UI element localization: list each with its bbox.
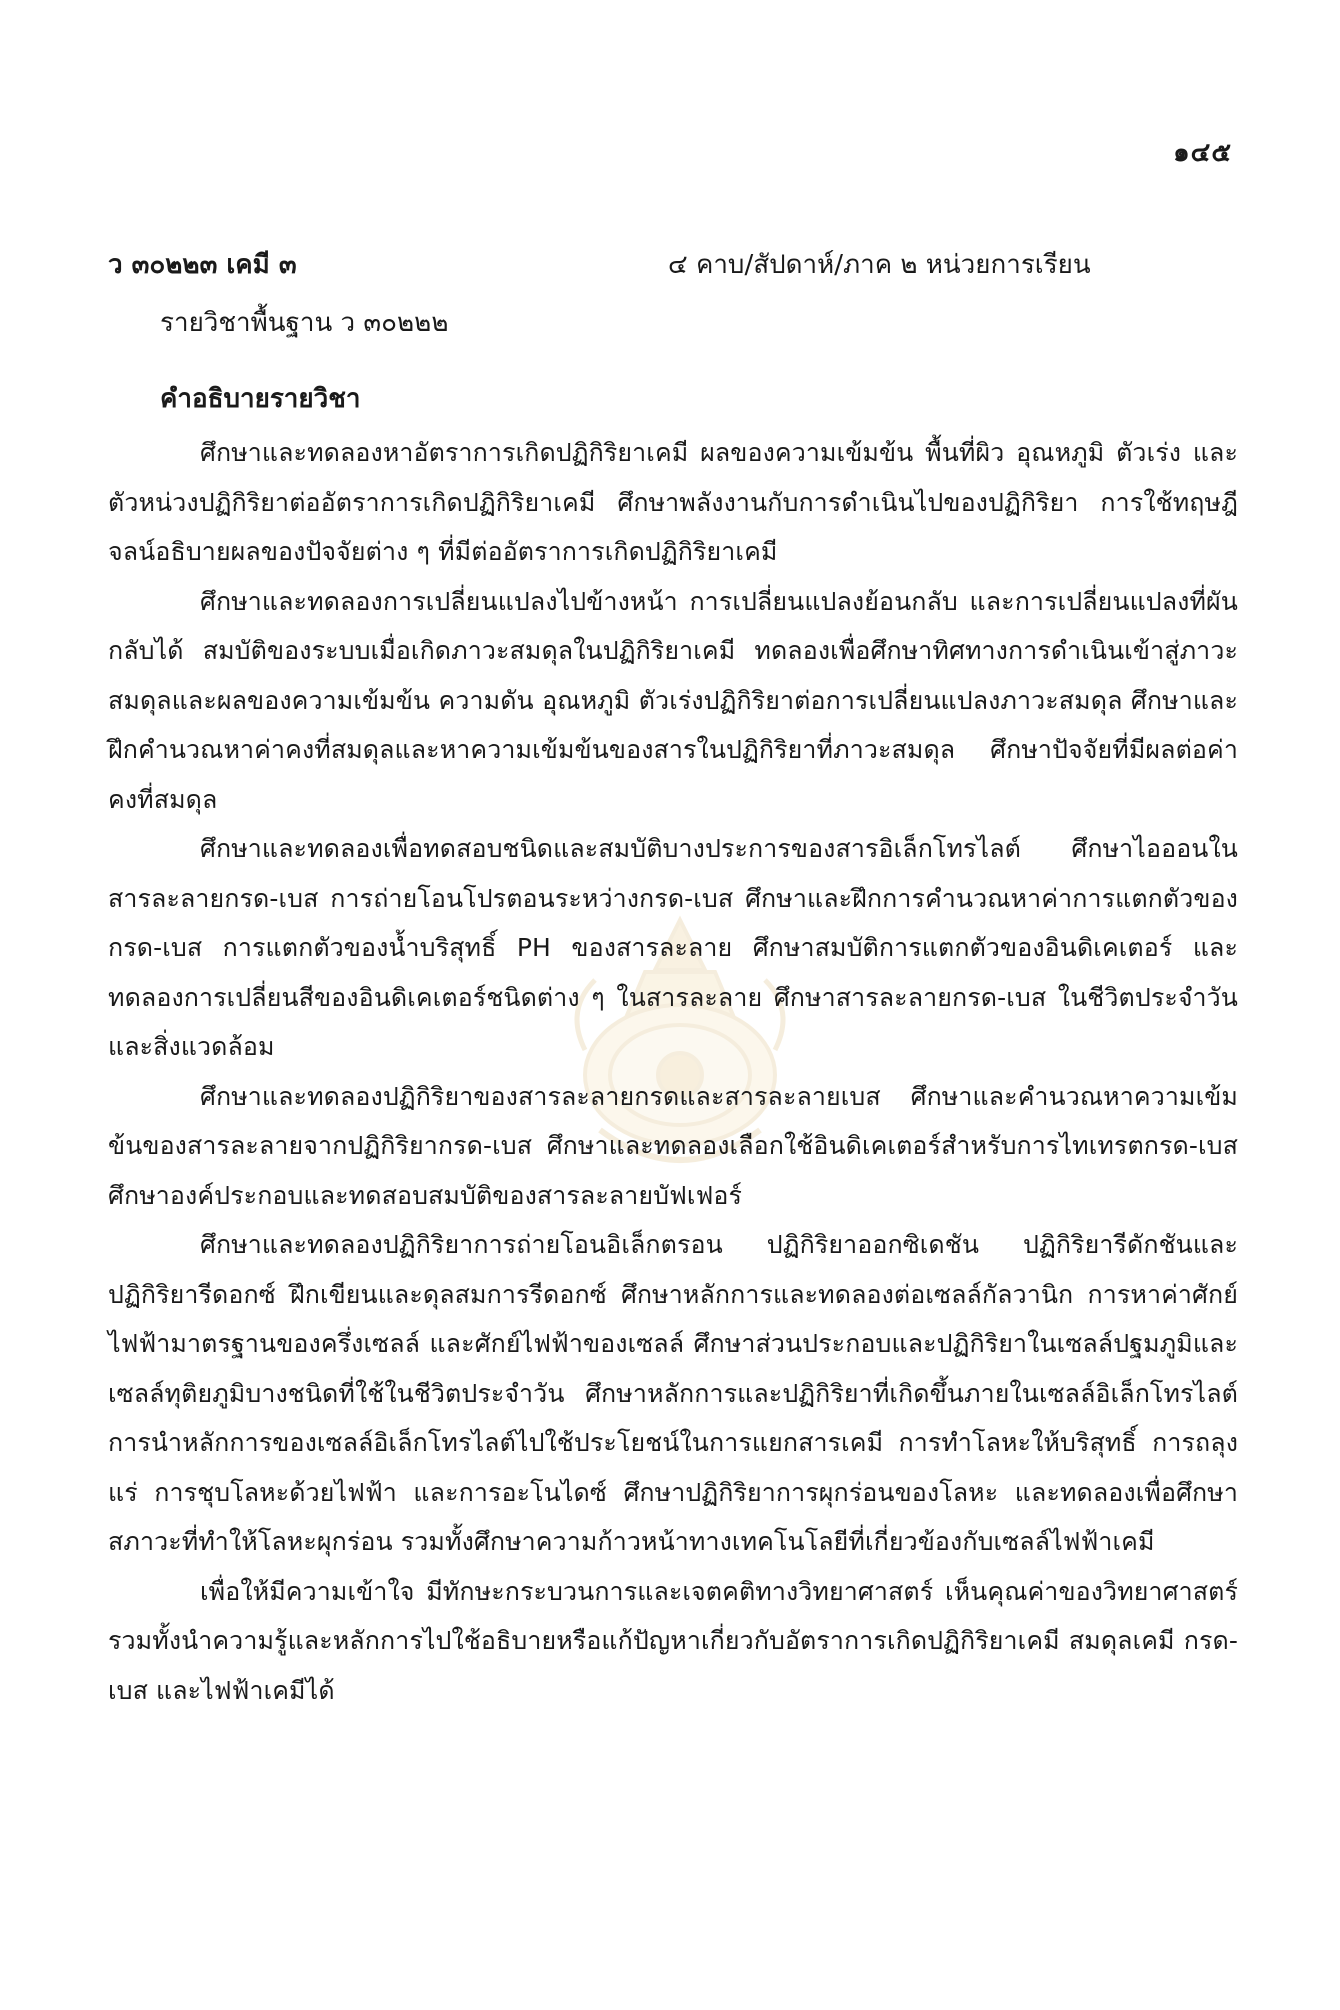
- paragraph-electrochemistry: ศึกษาและทดลองปฏิกิริยาการถ่ายโอนอิเล็กตรอน ปฏิกิริยาออกซิเดชัน ปฏิกิริยารีดักชันและปฏิกิริยารีดอกซ์ ฝึกเขียนและดุลสมการรีดอกซ์ ศึกษาหลักการและทดลองต่อเซลล์กัลวานิก การหาค่าศักย์ไฟฟ้ามาตรฐานของครึ่งเซลล์ และศักย์ไฟฟ้าของเซลล์ ศึกษาส่วนประกอบและปฏิกิริยาในเซลล์ปฐมภูมิและเซลล์ทุติยภูมิบางชนิดที่ใช้ในชีวิตประจำวัน ศึกษาหลักการและปฏิกิริยาที่เกิดขึ้นภายในเซลล์อิเล็กโทรไลต์ การนำหลักการของเซลล์อิเล็กโทรไลต์ไปใช้ประโยชน์ในการแยกสารเคมี การทำโลหะให้บริสุทธิ์ การถลุงแร่ การชุบโลหะด้วยไฟฟ้า และการอะโนไดซ์ ศึกษาปฏิกิริยาการผุกร่อนของโลหะ และทดลองเพื่อศึกษาสภาวะที่ทำให้โลหะผุกร่อน รวมทั้งศึกษาความก้าวหน้าทางเทคโนโลยีที่เกี่ยวข้องกับเซลล์ไฟฟ้าเคมี: [108, 1230, 1238, 1556]
- paragraph-reaction-rate: ศึกษาและทดลองหาอัตราการเกิดปฏิกิริยาเคมี ผลของความเข้มข้น พื้นที่ผิว อุณหภูมิ ตัวเร่ง และตัวหน่วงปฏิกิริยาต่ออัตราการเกิดปฏิกิริยาเคมี ศึกษาพลังงานกับการดำเนินไปของปฏิกิริยา การใช้ทฤษฎีจลน์อธิบายผลของปัจจัยต่าง ๆ ที่มีต่ออัตราการเกิดปฏิกิริยาเคมี: [108, 438, 1238, 566]
- course-code: ว ๓๐๒๒๓ เคมี ๓: [108, 250, 297, 280]
- paragraph-electrolytes-acid-base: ศึกษาและทดลองเพื่อทดสอบชนิดและสมบัติบางประการของสารอิเล็กโทรไลต์ ศึกษาไอออนในสารละลายกรด-เบส การถ่ายโอนโปรตอนระหว่างกรด-เบส ศึกษาและฝึกการคำนวณหาค่าการแตกตัวของกรด-เบส การแตกตัวของน้ำบริสุทธิ์ PH ของสารละลาย ศึกษาสมบัติการแตกตัวของอินดิเคเตอร์ และทดลองการเปลี่ยนสีของอินดิเคเตอร์ชนิดต่าง ๆ ในสารละลาย ศึกษาสารละลายกรด-เบส ในชีวิตประจำวันและสิ่งแวดล้อม: [108, 834, 1238, 1061]
- paragraph-titration-buffer: ศึกษาและทดลองปฏิกิริยาของสารละลายกรดและสารละลายเบส ศึกษาและคำนวณหาความเข้มข้นของสารละลายจากปฏิกิริยากรด-เบส ศึกษาและทดลองเลือกใช้อินดิเคเตอร์สำหรับการไทเทรตกรด-เบส ศึกษาองค์ประกอบและทดสอบสมบัติของสารละลายบัฟเฟอร์: [108, 1081, 1238, 1210]
- section-title: คำอธิบายรายวิชา: [160, 384, 361, 414]
- course-description-body: [108, 428, 1238, 1715]
- paragraph-chemical-equilibrium: ศึกษาและทดลองการเปลี่ยนแปลงไปข้างหน้า การเปลี่ยนแปลงย้อนกลับ และการเปลี่ยนแปลงที่ผันกลับได้ สมบัติของระบบเมื่อเกิดภาวะสมดุลในปฏิกิริยาเคมี ทดลองเพื่อศึกษาทิศทางการดำเนินเข้าสู่ภาวะสมดุลและผลของความเข้มข้น ความดัน อุณหภูมิ ตัวเร่งปฏิกิริยาต่อการเปลี่ยนแปลงภาวะสมดุล ศึกษาและฝึกคำนวณหาค่าคงที่สมดุลและหาความเข้มข้นของสารในปฏิกิริยาที่ภาวะสมดุล ศึกษาปัจจัยที่มีผลต่อค่าคงที่สมดุล: [108, 586, 1238, 814]
- prerequisite-course: รายวิชาพื้นฐาน ว ๓๐๒๒๒: [160, 308, 449, 338]
- course-header: [108, 244, 1228, 284]
- page-number: ๑๔๕: [1173, 138, 1232, 168]
- course-hours-credits: ๔ คาบ/สัปดาห์/ภาค ๒ หน่วยการเรียน: [668, 250, 1091, 280]
- paragraph-learning-objectives: เพื่อให้มีความเข้าใจ มีทักษะกระบวนการและเจตคติทางวิทยาศาสตร์ เห็นคุณค่าของวิทยาศาสตร์ รวมทั้งนำความรู้และหลักการไปใช้อธิบายหรือแก้ปัญหาเกี่ยวกับอัตราการเกิดปฏิกิริยาเคมี สมดุลเคมี กรด-เบส และไฟฟ้าเคมีได้: [108, 1576, 1238, 1705]
